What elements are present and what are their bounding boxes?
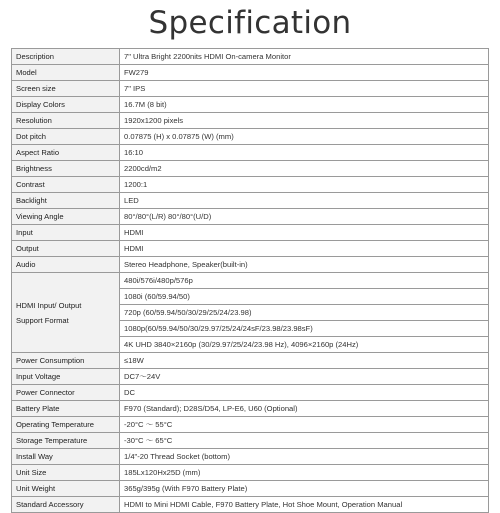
spec-value: 80°/80°(L/R) 80°/80°(U/D) xyxy=(120,209,489,225)
spec-value: HDMI to Mini HDMI Cable, F970 Battery Plate, Hot Shoe Mount, Operation Manual xyxy=(120,497,489,513)
spec-row xyxy=(12,49,489,65)
spec-value: DC7～24V xyxy=(120,369,489,385)
spec-value: 365g/395g (With F970 Battery Plate) xyxy=(120,481,489,497)
spec-label: Battery Plate xyxy=(12,401,120,417)
spec-value: 1200:1 xyxy=(120,177,489,193)
spec-row xyxy=(12,481,489,497)
spec-row xyxy=(12,193,489,209)
spec-label: Install Way xyxy=(12,449,120,465)
hdmi-label-line2: Support Format xyxy=(16,315,69,325)
spec-value: FW279 xyxy=(120,65,489,81)
spec-value: 7" IPS xyxy=(120,81,489,97)
spec-value: ≤18W xyxy=(120,353,489,369)
spec-value: 1920x1200 pixels xyxy=(120,113,489,129)
spec-label: Unit Size xyxy=(12,465,120,481)
spec-value: DC xyxy=(120,385,489,401)
spec-label: Power Consumption xyxy=(12,353,120,369)
spec-value: -30°C ～ 65°C xyxy=(120,433,489,449)
spec-value: 16.7M (8 bit) xyxy=(120,97,489,113)
spec-row xyxy=(12,129,489,145)
spec-label: Aspect Ratio xyxy=(12,145,120,161)
spec-label: Input Voltage xyxy=(12,369,120,385)
spec-row xyxy=(12,465,489,481)
spec-label: Standard Accessory xyxy=(12,497,120,513)
spec-row xyxy=(12,113,489,129)
spec-row-hdmi-format xyxy=(12,273,489,289)
spec-label: Input xyxy=(12,225,120,241)
spec-label: Display Colors xyxy=(12,97,120,113)
spec-row xyxy=(12,257,489,273)
spec-label: Audio xyxy=(12,257,120,273)
spec-label: Viewing Angle xyxy=(12,209,120,225)
spec-row xyxy=(12,497,489,513)
spec-row xyxy=(12,241,489,257)
spec-label: Unit Weight xyxy=(12,481,120,497)
spec-value: LED xyxy=(120,193,489,209)
spec-label: Backlight xyxy=(12,193,120,209)
spec-row xyxy=(12,385,489,401)
spec-label: Brightness xyxy=(12,161,120,177)
spec-row xyxy=(12,353,489,369)
spec-row xyxy=(12,145,489,161)
spec-label-hdmi-support xyxy=(12,273,120,353)
spec-row xyxy=(12,177,489,193)
spec-row xyxy=(12,209,489,225)
spec-row xyxy=(12,369,489,385)
spec-value: 0.07875 (H) x 0.07875 (W) (mm) xyxy=(120,129,489,145)
hdmi-format-value: 720p (60/59.94/50/30/29/25/24/23.98) xyxy=(120,305,489,321)
spec-row xyxy=(12,417,489,433)
spec-value: 2200cd/m2 xyxy=(120,161,489,177)
spec-label: Contrast xyxy=(12,177,120,193)
spec-label: Resolution xyxy=(12,113,120,129)
spec-value: 7" Ultra Bright 2200nits HDMI On-camera Monitor xyxy=(120,49,489,65)
spec-value: Stereo Headphone, Speaker(built-in) xyxy=(120,257,489,273)
page-title: Specification xyxy=(148,5,352,41)
spec-value: -20°C ～ 55°C xyxy=(120,417,489,433)
spec-row xyxy=(12,449,489,465)
spec-value: HDMI xyxy=(120,225,489,241)
spec-label: Power Connector xyxy=(12,385,120,401)
spec-row xyxy=(12,161,489,177)
spec-row xyxy=(12,65,489,81)
spec-label: Operating Temperature xyxy=(12,417,120,433)
spec-value: 1/4"-20 Thread Socket (bottom) xyxy=(120,449,489,465)
hdmi-format-value: 1080p(60/59.94/50/30/29.97/25/24/24sF/23.98/23.98sF) xyxy=(120,321,489,337)
spec-label: Screen size xyxy=(12,81,120,97)
spec-label: Output xyxy=(12,241,120,257)
hdmi-label-line1: HDMI Input/ Output xyxy=(16,300,82,310)
spec-label: Model xyxy=(12,65,120,81)
spec-value: F970 (Standard); D28S/D54, LP-E6, U60 (Optional) xyxy=(120,401,489,417)
spec-row xyxy=(12,401,489,417)
spec-row xyxy=(12,97,489,113)
spec-value: 16:10 xyxy=(120,145,489,161)
spec-label: Description xyxy=(12,49,120,65)
spec-row xyxy=(12,225,489,241)
spec-row xyxy=(12,433,489,449)
hdmi-format-value: 480i/576i/480p/576p xyxy=(120,273,489,289)
spec-table-body xyxy=(12,49,489,513)
hdmi-format-value: 4K UHD 3840×2160p (30/29.97/25/24/23.98 Hz), 4096×2160p (24Hz) xyxy=(120,337,489,353)
spec-value: HDMI xyxy=(120,241,489,257)
spec-table xyxy=(11,48,489,513)
spec-row xyxy=(12,81,489,97)
spec-label: Storage Temperature xyxy=(12,433,120,449)
spec-value: 185Lx120Hx25D (mm) xyxy=(120,465,489,481)
spec-label: Dot pitch xyxy=(12,129,120,145)
hdmi-format-value: 1080i (60/59.94/50) xyxy=(120,289,489,305)
